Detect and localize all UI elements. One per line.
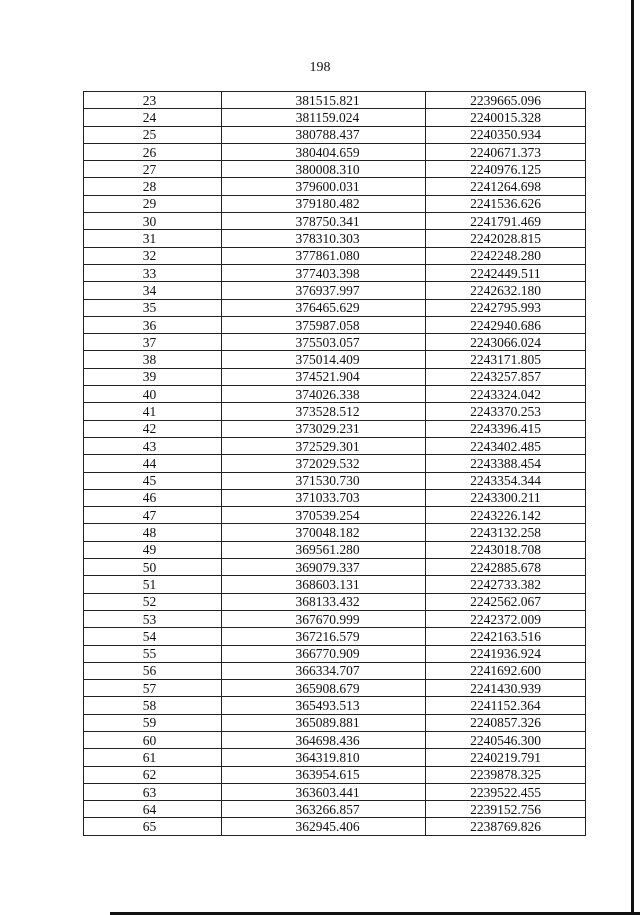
table-row bbox=[84, 559, 586, 576]
y-coordinate-cell: 2242372.009 bbox=[426, 610, 586, 627]
y-coordinate-cell: 2242163.516 bbox=[426, 628, 586, 645]
x-coordinate-cell: 371530.730 bbox=[222, 472, 426, 489]
table-row bbox=[84, 489, 586, 506]
point-id-cell: 44 bbox=[84, 455, 222, 472]
table-row bbox=[84, 680, 586, 697]
x-coordinate-cell: 374026.338 bbox=[222, 386, 426, 403]
point-id-cell: 62 bbox=[84, 766, 222, 783]
point-id-cell: 53 bbox=[84, 610, 222, 627]
y-coordinate-cell: 2240546.300 bbox=[426, 731, 586, 748]
table-row bbox=[84, 126, 586, 143]
x-coordinate-cell: 378750.341 bbox=[222, 213, 426, 230]
table-row bbox=[84, 731, 586, 748]
point-id-cell: 37 bbox=[84, 334, 222, 351]
point-id-cell: 28 bbox=[84, 178, 222, 195]
x-coordinate-cell: 363603.441 bbox=[222, 783, 426, 800]
y-coordinate-cell: 2243388.454 bbox=[426, 455, 586, 472]
x-coordinate-cell: 377403.398 bbox=[222, 264, 426, 281]
point-id-cell: 42 bbox=[84, 420, 222, 437]
point-id-cell: 35 bbox=[84, 299, 222, 316]
y-coordinate-cell: 2240671.373 bbox=[426, 143, 586, 160]
table-row bbox=[84, 282, 586, 299]
x-coordinate-cell: 381515.821 bbox=[222, 92, 426, 109]
x-coordinate-cell: 379600.031 bbox=[222, 178, 426, 195]
point-id-cell: 45 bbox=[84, 472, 222, 489]
point-id-cell: 60 bbox=[84, 731, 222, 748]
y-coordinate-cell: 2239522.455 bbox=[426, 783, 586, 800]
x-coordinate-cell: 363266.857 bbox=[222, 801, 426, 818]
y-coordinate-cell: 2240219.791 bbox=[426, 749, 586, 766]
table-row bbox=[84, 818, 586, 835]
y-coordinate-cell: 2240976.125 bbox=[426, 161, 586, 178]
y-coordinate-cell: 2239152.756 bbox=[426, 801, 586, 818]
point-id-cell: 59 bbox=[84, 714, 222, 731]
y-coordinate-cell: 2241791.469 bbox=[426, 213, 586, 230]
y-coordinate-cell: 2243171.805 bbox=[426, 351, 586, 368]
point-id-cell: 50 bbox=[84, 559, 222, 576]
x-coordinate-cell: 380404.659 bbox=[222, 143, 426, 160]
y-coordinate-cell: 2243396.415 bbox=[426, 420, 586, 437]
point-id-cell: 43 bbox=[84, 437, 222, 454]
table-row bbox=[84, 161, 586, 178]
point-id-cell: 25 bbox=[84, 126, 222, 143]
table-row bbox=[84, 628, 586, 645]
table-row bbox=[84, 264, 586, 281]
x-coordinate-cell: 378310.303 bbox=[222, 230, 426, 247]
point-id-cell: 39 bbox=[84, 368, 222, 385]
table-row bbox=[84, 195, 586, 212]
table-row bbox=[84, 593, 586, 610]
point-id-cell: 55 bbox=[84, 645, 222, 662]
table-row bbox=[84, 316, 586, 333]
point-id-cell: 24 bbox=[84, 109, 222, 126]
x-coordinate-cell: 373528.512 bbox=[222, 403, 426, 420]
table-row bbox=[84, 178, 586, 195]
x-coordinate-cell: 375014.409 bbox=[222, 351, 426, 368]
x-coordinate-cell: 364698.436 bbox=[222, 731, 426, 748]
table-row bbox=[84, 541, 586, 558]
point-id-cell: 29 bbox=[84, 195, 222, 212]
point-id-cell: 65 bbox=[84, 818, 222, 835]
y-coordinate-cell: 2240015.328 bbox=[426, 109, 586, 126]
point-id-cell: 38 bbox=[84, 351, 222, 368]
table-row bbox=[84, 645, 586, 662]
table-row bbox=[84, 92, 586, 109]
coordinates-table-body bbox=[84, 92, 586, 836]
y-coordinate-cell: 2243226.142 bbox=[426, 507, 586, 524]
table-row bbox=[84, 403, 586, 420]
y-coordinate-cell: 2243132.258 bbox=[426, 524, 586, 541]
y-coordinate-cell: 2242449.511 bbox=[426, 264, 586, 281]
x-coordinate-cell: 380008.310 bbox=[222, 161, 426, 178]
x-coordinate-cell: 366334.707 bbox=[222, 662, 426, 679]
y-coordinate-cell: 2241430.939 bbox=[426, 680, 586, 697]
point-id-cell: 52 bbox=[84, 593, 222, 610]
x-coordinate-cell: 369561.280 bbox=[222, 541, 426, 558]
x-coordinate-cell: 380788.437 bbox=[222, 126, 426, 143]
y-coordinate-cell: 2243402.485 bbox=[426, 437, 586, 454]
table-row bbox=[84, 351, 586, 368]
point-id-cell: 40 bbox=[84, 386, 222, 403]
table-row bbox=[84, 143, 586, 160]
y-coordinate-cell: 2241152.364 bbox=[426, 697, 586, 714]
table-row bbox=[84, 420, 586, 437]
y-coordinate-cell: 2243300.211 bbox=[426, 489, 586, 506]
point-id-cell: 30 bbox=[84, 213, 222, 230]
table-row bbox=[84, 455, 586, 472]
table-row bbox=[84, 524, 586, 541]
point-id-cell: 63 bbox=[84, 783, 222, 800]
table-row bbox=[84, 368, 586, 385]
x-coordinate-cell: 368603.131 bbox=[222, 576, 426, 593]
y-coordinate-cell: 2241536.626 bbox=[426, 195, 586, 212]
x-coordinate-cell: 366770.909 bbox=[222, 645, 426, 662]
point-id-cell: 33 bbox=[84, 264, 222, 281]
y-coordinate-cell: 2239665.096 bbox=[426, 92, 586, 109]
x-coordinate-cell: 379180.482 bbox=[222, 195, 426, 212]
table-row bbox=[84, 749, 586, 766]
x-coordinate-cell: 381159.024 bbox=[222, 109, 426, 126]
x-coordinate-cell: 370048.182 bbox=[222, 524, 426, 541]
table-row bbox=[84, 610, 586, 627]
x-coordinate-cell: 365089.881 bbox=[222, 714, 426, 731]
table-row bbox=[84, 697, 586, 714]
y-coordinate-cell: 2242940.686 bbox=[426, 316, 586, 333]
y-coordinate-cell: 2243257.857 bbox=[426, 368, 586, 385]
y-coordinate-cell: 2242795.993 bbox=[426, 299, 586, 316]
y-coordinate-cell: 2241264.698 bbox=[426, 178, 586, 195]
x-coordinate-cell: 376465.629 bbox=[222, 299, 426, 316]
y-coordinate-cell: 2242885.678 bbox=[426, 559, 586, 576]
y-coordinate-cell: 2243354.344 bbox=[426, 472, 586, 489]
table-row bbox=[84, 662, 586, 679]
x-coordinate-cell: 377861.080 bbox=[222, 247, 426, 264]
table-row bbox=[84, 507, 586, 524]
point-id-cell: 23 bbox=[84, 92, 222, 109]
table-row bbox=[84, 714, 586, 731]
y-coordinate-cell: 2239878.325 bbox=[426, 766, 586, 783]
point-id-cell: 57 bbox=[84, 680, 222, 697]
coordinates-table bbox=[83, 91, 586, 836]
point-id-cell: 58 bbox=[84, 697, 222, 714]
x-coordinate-cell: 370539.254 bbox=[222, 507, 426, 524]
point-id-cell: 47 bbox=[84, 507, 222, 524]
point-id-cell: 27 bbox=[84, 161, 222, 178]
table-row bbox=[84, 437, 586, 454]
x-coordinate-cell: 368133.432 bbox=[222, 593, 426, 610]
table-row bbox=[84, 334, 586, 351]
y-coordinate-cell: 2240350.934 bbox=[426, 126, 586, 143]
x-coordinate-cell: 375987.058 bbox=[222, 316, 426, 333]
point-id-cell: 54 bbox=[84, 628, 222, 645]
table-row bbox=[84, 109, 586, 126]
table-row bbox=[84, 230, 586, 247]
y-coordinate-cell: 2240857.326 bbox=[426, 714, 586, 731]
table-row bbox=[84, 576, 586, 593]
table-row bbox=[84, 766, 586, 783]
point-id-cell: 48 bbox=[84, 524, 222, 541]
x-coordinate-cell: 374521.904 bbox=[222, 368, 426, 385]
y-coordinate-cell: 2242733.382 bbox=[426, 576, 586, 593]
y-coordinate-cell: 2243018.708 bbox=[426, 541, 586, 558]
table-row bbox=[84, 783, 586, 800]
table-row bbox=[84, 472, 586, 489]
point-id-cell: 36 bbox=[84, 316, 222, 333]
x-coordinate-cell: 364319.810 bbox=[222, 749, 426, 766]
y-coordinate-cell: 2241692.600 bbox=[426, 662, 586, 679]
point-id-cell: 46 bbox=[84, 489, 222, 506]
y-coordinate-cell: 2241936.924 bbox=[426, 645, 586, 662]
x-coordinate-cell: 372529.301 bbox=[222, 437, 426, 454]
point-id-cell: 49 bbox=[84, 541, 222, 558]
table-row bbox=[84, 247, 586, 264]
point-id-cell: 41 bbox=[84, 403, 222, 420]
page-border-right bbox=[631, 0, 634, 915]
x-coordinate-cell: 363954.615 bbox=[222, 766, 426, 783]
x-coordinate-cell: 373029.231 bbox=[222, 420, 426, 437]
x-coordinate-cell: 372029.532 bbox=[222, 455, 426, 472]
y-coordinate-cell: 2242562.067 bbox=[426, 593, 586, 610]
y-coordinate-cell: 2242248.280 bbox=[426, 247, 586, 264]
page-number: 198 bbox=[309, 60, 331, 75]
x-coordinate-cell: 376937.997 bbox=[222, 282, 426, 299]
point-id-cell: 61 bbox=[84, 749, 222, 766]
x-coordinate-cell: 362945.406 bbox=[222, 818, 426, 835]
table-row bbox=[84, 801, 586, 818]
point-id-cell: 56 bbox=[84, 662, 222, 679]
x-coordinate-cell: 367216.579 bbox=[222, 628, 426, 645]
y-coordinate-cell: 2243324.042 bbox=[426, 386, 586, 403]
point-id-cell: 51 bbox=[84, 576, 222, 593]
table-row bbox=[84, 386, 586, 403]
x-coordinate-cell: 365493.513 bbox=[222, 697, 426, 714]
point-id-cell: 26 bbox=[84, 143, 222, 160]
point-id-cell: 31 bbox=[84, 230, 222, 247]
y-coordinate-cell: 2242632.180 bbox=[426, 282, 586, 299]
x-coordinate-cell: 365908.679 bbox=[222, 680, 426, 697]
point-id-cell: 32 bbox=[84, 247, 222, 264]
x-coordinate-cell: 371033.703 bbox=[222, 489, 426, 506]
point-id-cell: 64 bbox=[84, 801, 222, 818]
point-id-cell: 34 bbox=[84, 282, 222, 299]
y-coordinate-cell: 2243066.024 bbox=[426, 334, 586, 351]
y-coordinate-cell: 2242028.815 bbox=[426, 230, 586, 247]
table-row bbox=[84, 299, 586, 316]
table-row bbox=[84, 213, 586, 230]
x-coordinate-cell: 375503.057 bbox=[222, 334, 426, 351]
y-coordinate-cell: 2238769.826 bbox=[426, 818, 586, 835]
y-coordinate-cell: 2243370.253 bbox=[426, 403, 586, 420]
x-coordinate-cell: 367670.999 bbox=[222, 610, 426, 627]
x-coordinate-cell: 369079.337 bbox=[222, 559, 426, 576]
